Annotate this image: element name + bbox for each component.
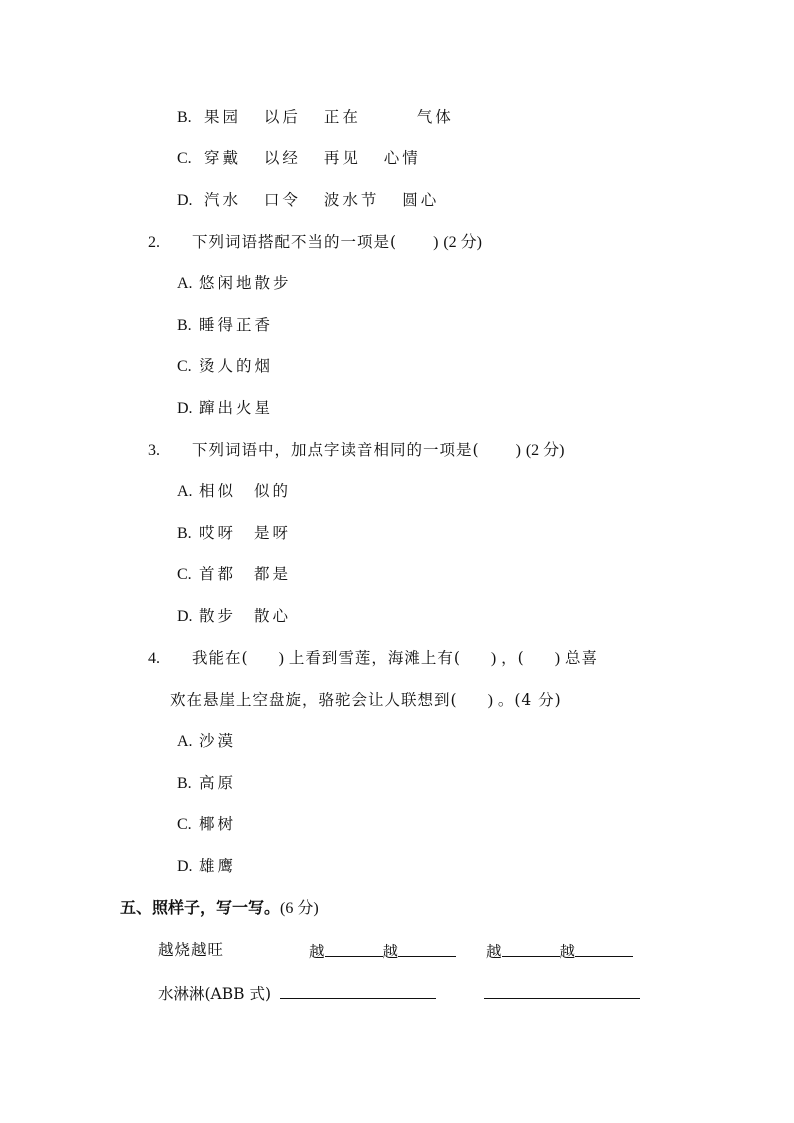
blank-line[interactable]	[484, 982, 640, 999]
blank-line[interactable]	[280, 982, 436, 999]
q1-option-d: D. 汽水 口令 波水节 圆心	[177, 191, 440, 209]
q3-option-d: D. 散步 散心	[177, 607, 292, 625]
q2-stem: 2. 下列词语搭配不当的一项是( ) (2 分)	[148, 233, 482, 251]
word: 气体	[416, 108, 454, 126]
word: 果园	[203, 108, 241, 126]
q4-option-c: C. 椰树	[177, 815, 237, 833]
word: 以后	[263, 108, 301, 126]
word: 口令	[263, 191, 301, 209]
word: 心情	[383, 149, 421, 167]
q3-stem: 3. 下列词语中，加点字读音相同的一项是( ) (2 分)	[148, 441, 565, 459]
q3-option-c: C. 首都 都是	[177, 565, 292, 583]
fill-group-1: 越 越	[309, 940, 456, 962]
fill-group-2: 越 越	[486, 940, 633, 962]
q1-option-b: B. 果园 以后 正在 气体	[177, 108, 454, 126]
word: 穿戴	[203, 149, 241, 167]
q2-option-d: D. 蹿出火星	[177, 399, 274, 417]
word: 圆心	[402, 191, 440, 209]
q4-stem-line2: 欢在悬崖上空盘旋，骆驼会让人联想到( ) 。(4 分)	[170, 691, 562, 709]
blank-line[interactable]	[502, 940, 560, 957]
q4-stem-line1: 4. 我能在( ) 上看到雪莲，海滩上有( ) ，( ) 总喜	[148, 649, 598, 667]
example-word: 水淋淋(ABB 式)	[158, 985, 271, 1003]
example-word: 越烧越旺	[158, 941, 225, 959]
blank-line[interactable]	[398, 940, 456, 957]
q4-option-b: B. 高原	[177, 774, 237, 792]
q4-option-d: D. 雄鹰	[177, 857, 237, 875]
q2-option-b: B. 睡得正香	[177, 316, 274, 334]
blank-line[interactable]	[575, 940, 633, 957]
word: 正在	[323, 108, 361, 126]
section-5-row2	[158, 982, 436, 1004]
q3-option-b: B. 哎呀 是呀	[177, 524, 292, 542]
word: 以经	[263, 149, 301, 167]
fill-group-3	[484, 982, 640, 1004]
q4-option-a: A. 沙漠	[177, 732, 237, 750]
q2-option-a: A. 悠闲地散步	[177, 274, 292, 292]
q1-option-c: C. 穿戴 以经 再见 心情	[177, 149, 421, 167]
word: 波水节	[323, 191, 380, 209]
word: 再见	[323, 149, 361, 167]
blank-line[interactable]	[325, 940, 383, 957]
q3-option-a: A. 相似 似的	[177, 482, 292, 500]
word: 汽水	[203, 191, 241, 209]
section-5-row1	[158, 940, 224, 960]
q2-option-c: C. 烫人的烟	[177, 357, 274, 375]
section-5-title: 五、照样子，写一写。(6 分)	[120, 898, 319, 917]
